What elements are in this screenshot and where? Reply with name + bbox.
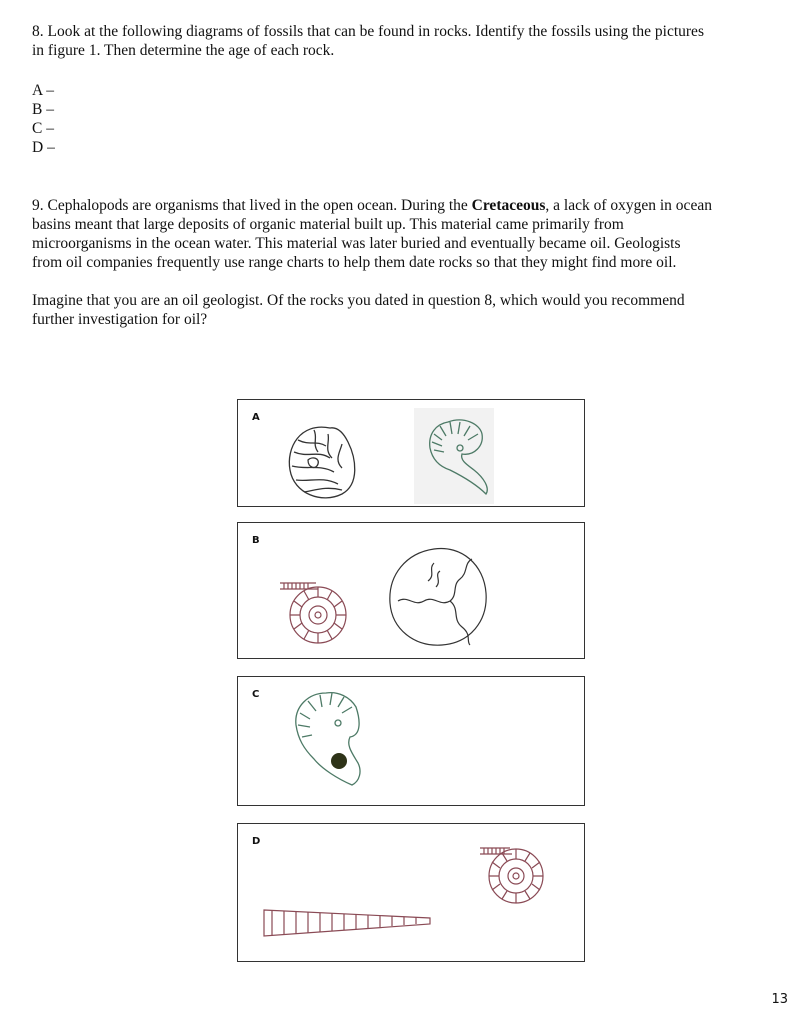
answer-a: A – xyxy=(32,82,54,99)
rock-c-label: C xyxy=(252,689,260,700)
hooked-ammonite-fossil-icon xyxy=(296,693,360,785)
rock-b-box xyxy=(237,522,585,659)
ammonite-fossil-icon xyxy=(289,427,354,498)
rock-c-fossils xyxy=(238,677,586,807)
answer-c: C – xyxy=(32,120,54,137)
question-9 xyxy=(32,196,712,329)
rock-a-label: A xyxy=(252,412,260,423)
small-coiled-ammonite-fossil-icon xyxy=(480,848,543,903)
rock-b-label: B xyxy=(252,535,260,546)
cretaceous-term: Cretaceous xyxy=(471,197,546,214)
page-number: 13 xyxy=(771,992,788,1007)
rock-d-label: D xyxy=(252,836,261,847)
rock-d-fossils xyxy=(238,824,586,963)
question-8 xyxy=(32,22,712,60)
rock-d-box xyxy=(237,823,585,962)
dark-nodule-icon xyxy=(331,753,347,769)
answer-d: D – xyxy=(32,139,55,156)
answer-b: B – xyxy=(32,101,54,118)
rock-c-box xyxy=(237,676,585,806)
straight-cone-fossil-icon xyxy=(264,910,430,936)
rock-b-fossils xyxy=(238,523,586,660)
question-9-paragraph-1: 9. Cephalopods are organisms that lived in the open ocean. During the Cretaceous, a lack of oxygen in ocean basins meant that large deposits of organic material built up. This material came primarily from microorganisms in the ocean water. This material was later buried and eventually became oil. Geologists from oil companies frequently use range charts to help them date rocks so that they might find more oil. xyxy=(32,197,712,271)
question-9-paragraph-2: Imagine that you are an oil geologist. Of the rocks you dated in question 8, which would you recommend further investigation for oil? xyxy=(32,292,685,328)
suture-ammonite-fossil-icon xyxy=(390,548,486,645)
rock-a-fossils xyxy=(238,400,586,508)
question-8-answers xyxy=(32,81,55,157)
rock-a-box xyxy=(237,399,585,507)
question-8-text: 8. Look at the following diagrams of fossils that can be found in rocks. Identify the fossils using the pictures in figure 1. Then determine the age of each rock. xyxy=(32,23,704,59)
coiled-ammonite-fossil-icon xyxy=(280,583,346,643)
